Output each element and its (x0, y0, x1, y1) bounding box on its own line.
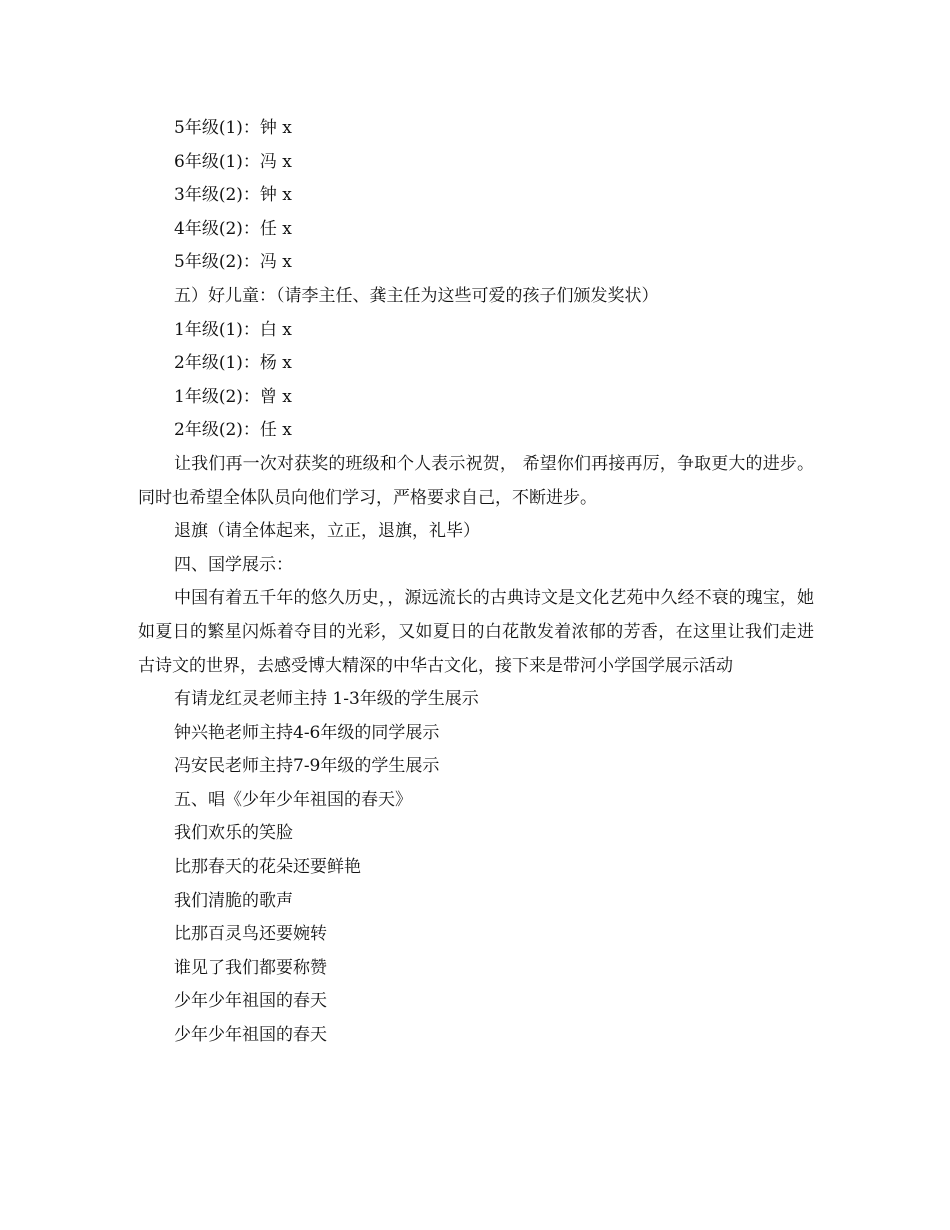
congrats-paragraph: 让我们再一次对获奖的班级和个人表示祝贺， 希望你们再接再厉，争取更大的进步。同时也希望全体队员向他们学习，严格要求自己，不断进步。 (138, 453, 814, 508)
award-item: 1年级(2)：曾 x (174, 386, 292, 407)
section-four-heading: 四、国学展示： (174, 554, 293, 575)
lyric-line: 少年少年祖国的春天 (174, 991, 327, 1012)
lyric-line: 比那春天的花朵还要鲜艳 (174, 857, 361, 878)
award-item: 6年级(1)：冯 x (174, 151, 292, 172)
award-item: 2年级(1)：杨 x (174, 353, 292, 374)
award-item: 5年级(2)：冯 x (174, 252, 292, 273)
section-five-heading: 五、唱《少年少年祖国的春天》 (174, 789, 412, 810)
host-line: 有请龙红灵老师主持 1-3年级的学生展示 (174, 689, 479, 710)
lyric-line: 谁见了我们都要称赞 (174, 957, 327, 978)
award-item: 4年级(2)：任 x (174, 218, 292, 239)
lyric-line: 我们清脆的歌声 (174, 890, 293, 911)
host-line: 钟兴艳老师主持4-6年级的同学展示 (174, 722, 440, 743)
lyric-line: 少年少年祖国的春天 (174, 1025, 327, 1046)
award-item: 1年级(1)：白 x (174, 319, 292, 340)
award-item: 3年级(2)：钟 x (174, 185, 292, 206)
award-item: 5年级(1)：钟 x (174, 118, 292, 138)
good-child-heading: 五）好儿童：（请李主任、龚主任为这些可爱的孩子们颁发奖状） (174, 285, 659, 306)
lyric-line: 我们欢乐的笑脸 (174, 823, 293, 844)
document-body (138, 112, 814, 1053)
flag-retire-line: 退旗（请全体起来，立正，退旗，礼毕） (174, 521, 480, 542)
award-item: 2年级(2)：任 x (174, 420, 292, 441)
guoxue-paragraph: 中国有着五千年的悠久历史，，源远流长的古典诗文是文化艺苑中久经不衰的瑰宝，她如夏日的繁星闪烁着夺目的光彩，又如夏日的白花散发着浓郁的芳香，在这里让我们走进古诗文的世界，去感受博大精深的中华古文化，接下来是带河小学国学展示活动 (138, 588, 814, 676)
host-line: 冯安民老师主持7-9年级的学生展示 (174, 756, 440, 777)
lyric-line: 比那百灵鸟还要婉转 (174, 924, 327, 945)
